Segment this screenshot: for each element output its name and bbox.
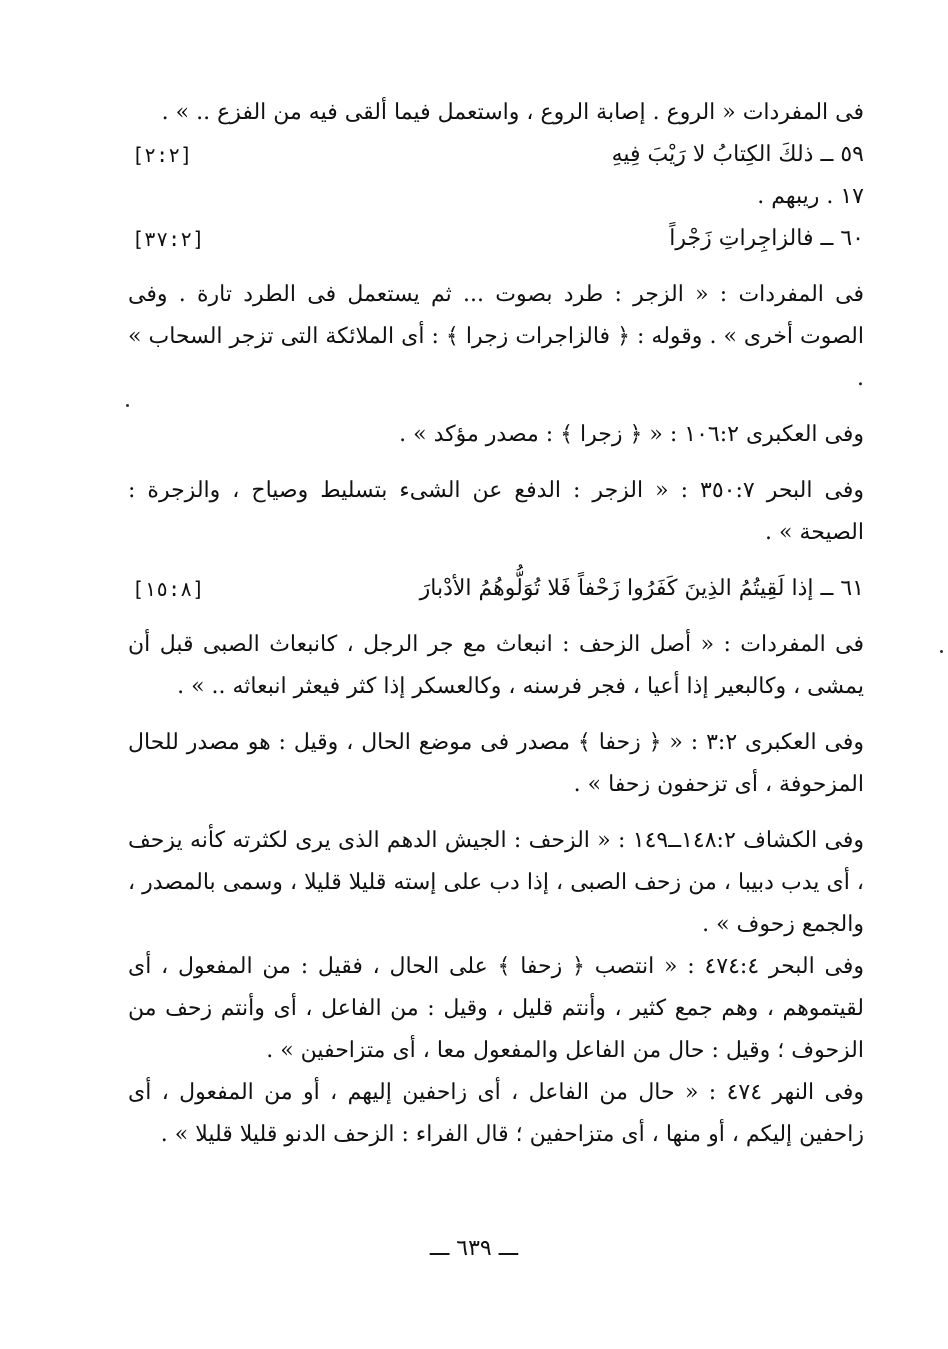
commentary-paragraph: وفى العكبرى ٣:٢ : « ﴿ زحفا ﴾ مصدر فى موضع الحال ، وقيل : هو مصدر للحال المزحوفة ، أى تزحفون زحفا » . (128, 730, 864, 797)
block-gap (128, 806, 864, 820)
verse-text: ٦١ ــ إذا لَقِيتُمُ الذِينَ كَفَرُوا زَحْفاً فَلا تُوَلُّوهُمُ الأدْبارَ (419, 576, 864, 601)
commentary-paragraph: فى المفردات : « أصل الزحف : انبعاث مع جر الرجل ، كانبعاث الصبى قبل أن يمشى ، وكالبعير إذا أعيا ، فجر فرسنه ، وكالعسكر إذا كثر فيعثر انبعاثه .. » . (128, 632, 864, 699)
verse-entry (128, 568, 864, 610)
commentary-paragraph: ١٧ . ريبهم . (757, 184, 864, 209)
verse-entry (128, 134, 864, 176)
verse-reference: [٢:٢] (132, 143, 193, 167)
block-gap (128, 260, 864, 274)
block-gap (128, 400, 864, 414)
commentary-paragraph: فى المفردات : « الزجر : طرد بصوت ... ثم يستعمل فى الطرد تارة . وفى الصوت أخرى » . وقوله : ﴿ فالزاجرات زجرا ﴾ : أى الملائكة التى تزجر السحاب » . (128, 282, 864, 391)
commentary-paragraph: وفى الكشاف ١٤٨:٢ــ١٤٩ : « الزحف : الجيش الدهم الذى يرى لكثرته كأنه يزحف ، أى يدب دبيبا ، من زحف الصبى ، إذا دب على إسته قليلا قليلا ، وسمى بالمصدر ، والجمع زحوف » . (128, 828, 864, 937)
verse-reference: [١٥:٨] (132, 577, 205, 601)
block-gap (128, 708, 864, 722)
commentary-paragraph: فى المفردات « الروع . إصابة الروع ، واستعمل فيما ألقى فيه من الفزع .. » . (161, 100, 864, 125)
commentary-paragraph: وفى العكبرى ١٠٦:٢ : « ﴿ زجرا ﴾ : مصدر مؤكد » . (399, 422, 864, 447)
ink-speck (940, 650, 943, 653)
page-number: ـــ ٦٣٩ ـــ (429, 1236, 519, 1261)
commentary-paragraph: وفى البحر ٣٥٠:٧ : « الزجر : الدفع عن الشىء بتسليط وصياح ، والزجرة : الصيحة » . (128, 478, 864, 545)
block-gap (128, 554, 864, 568)
verse-text: ٥٩ ــ ذلكَ الكِتابُ لا رَيْبَ فِيهِ (611, 142, 864, 167)
verse-text: ٦٠ ــ فالزاجِراتِ زَجْراً (669, 226, 864, 251)
block-gap (128, 456, 864, 470)
commentary-paragraph: وفى البحر ٤٧٤:٤ : « انتصب ﴿ زحفا ﴾ على الحال ، فقيل : من المفعول ، أى لقيتموهم ، وهم جمع كثير ، وأنتم قليل ، وقيل : من الفاعل ، أى وأنتم زحف من الزحوف ؛ وقيل : حال من الفاعل والمفعول معا ، أى متزاحفين » . (128, 954, 864, 1063)
commentary-paragraph: وفى النهر ٤٧٤ : « حال من الفاعل ، أى زاحفين إليهم ، أو من المفعول ، أى زاحفين إليكم ، أو منها ، أى متزاحفين ؛ قال الفراء : الزحف الدنو قليلا قليلا » . (128, 1080, 864, 1147)
block-gap (128, 610, 864, 624)
page-body (128, 92, 864, 1156)
verse-entry (128, 218, 864, 260)
ink-speck (126, 404, 129, 407)
verse-reference: [٣٧:٢] (132, 227, 205, 251)
